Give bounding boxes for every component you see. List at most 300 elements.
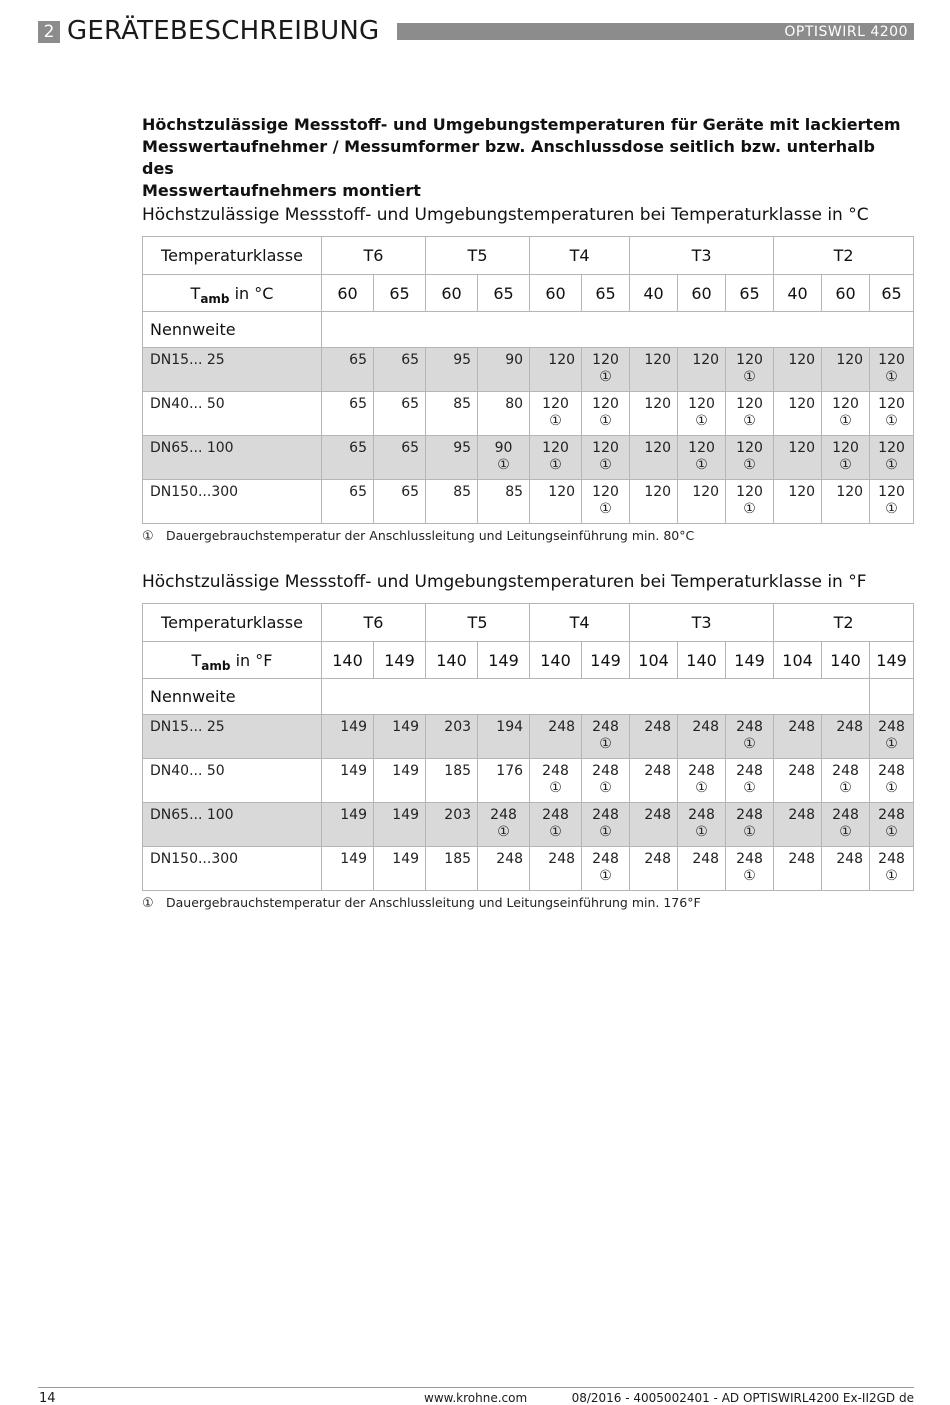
temperature-value-cell xyxy=(426,348,478,392)
class-header-label: Temperaturklasse xyxy=(143,237,322,275)
temperature-value: 248 xyxy=(736,763,763,779)
ambient-temp-cell: 65 xyxy=(870,275,914,312)
temperature-value: 248 xyxy=(644,719,672,735)
temperature-table-celsius xyxy=(142,236,914,524)
footnote-ref-mark: ① xyxy=(885,457,898,473)
temperature-value: 120 xyxy=(592,484,619,500)
footer-doc-id: 08/2016 - 4005002401 - AD OPTISWIRL4200 Ex-II2GD de xyxy=(571,1391,914,1405)
temperature-value: 65 xyxy=(349,352,367,368)
ambient-row xyxy=(143,275,914,312)
temperature-value: 120 xyxy=(736,396,763,412)
temperature-value: 248 xyxy=(548,851,576,867)
temperature-value-cell xyxy=(478,348,530,392)
temperature-value-cell xyxy=(822,803,870,847)
temperature-value-cell xyxy=(822,436,870,480)
footnote-ref-mark: ① xyxy=(599,501,612,517)
temperature-value-cell xyxy=(870,715,914,759)
temperature-value-cell xyxy=(530,847,582,891)
nominal-size-label: DN40... 50 xyxy=(143,392,322,436)
nominal-size-label: DN150...300 xyxy=(143,480,322,524)
footnote-ref-mark: ① xyxy=(695,413,708,429)
temperature-value: 248 xyxy=(836,719,864,735)
temperature-value-cell xyxy=(530,436,582,480)
footnote-ref-mark: ① xyxy=(695,824,708,840)
temperature-value: 248 xyxy=(644,763,672,779)
temperature-value: 120 xyxy=(788,440,816,456)
temperature-value-cell xyxy=(870,759,914,803)
ambient-temp-cell: 140 xyxy=(322,642,374,679)
ambient-temp-cell: 65 xyxy=(726,275,774,312)
ambient-temp-cell: 40 xyxy=(774,275,822,312)
footnote-celsius xyxy=(142,528,694,545)
ambient-temp-cell: 65 xyxy=(478,275,530,312)
temperature-value-cell xyxy=(870,392,914,436)
temperature-value: 248 xyxy=(490,807,517,823)
temperature-value: 65 xyxy=(349,396,367,412)
temperature-value: 65 xyxy=(401,396,420,412)
temperature-value: 120 xyxy=(542,440,569,456)
temperature-value: 248 xyxy=(788,851,816,867)
temperature-value-cell xyxy=(374,803,426,847)
tamb-unit: in °C xyxy=(229,283,274,303)
ambient-temp-cell: 140 xyxy=(426,642,478,679)
temperature-value: 65 xyxy=(349,440,367,456)
temperature-value: 149 xyxy=(340,807,367,823)
footnote-ref-mark: ① xyxy=(885,824,898,840)
temperature-value: 120 xyxy=(736,440,763,456)
temperature-value-cell xyxy=(426,759,478,803)
temperature-value: 85 xyxy=(505,484,524,500)
temperature-value-cell xyxy=(582,847,630,891)
temperature-value-cell xyxy=(374,480,426,524)
temperature-value: 120 xyxy=(736,484,763,500)
ambient-temp-cell: 104 xyxy=(774,642,822,679)
temperature-value-cell xyxy=(870,847,914,891)
footnote-ref-mark: ① xyxy=(599,369,612,385)
ambient-temp-cell: 60 xyxy=(822,275,870,312)
temperature-class-t2: T2 xyxy=(774,237,914,275)
table-row xyxy=(143,480,914,524)
temperature-value-cell xyxy=(822,480,870,524)
nennweite-label: Nennweite xyxy=(143,312,322,348)
temperature-value: 248 xyxy=(878,719,905,735)
temperature-value: 248 xyxy=(542,763,569,779)
temperature-value-cell xyxy=(678,436,726,480)
temperature-value: 248 xyxy=(788,719,816,735)
temperature-value-cell xyxy=(678,759,726,803)
temperature-value: 120 xyxy=(832,440,859,456)
footnote-text: Dauergebrauchstemperatur der Anschlussleitung und Leitungseinführung min. 176°F xyxy=(166,895,701,910)
footnote-ref-mark: ① xyxy=(839,457,852,473)
table-heading-fahrenheit: Höchstzulässige Messstoff- und Umgebungstemperaturen bei Temperaturklasse in °F xyxy=(142,572,867,592)
temperature-value: 248 xyxy=(788,807,816,823)
temperature-class-t3: T3 xyxy=(630,604,774,642)
table-row xyxy=(143,348,914,392)
temperature-class-t3: T3 xyxy=(630,237,774,275)
temperature-value: 85 xyxy=(453,484,472,500)
temperature-value-cell xyxy=(582,803,630,847)
ambient-temp-cell: 40 xyxy=(630,275,678,312)
intro-line: Messwertaufnehmers montiert xyxy=(142,181,421,200)
ambient-temp-cell: 140 xyxy=(530,642,582,679)
nominal-size-label: DN150...300 xyxy=(143,847,322,891)
footnote-ref-mark: ① xyxy=(599,868,612,884)
footnote-ref-mark: ① xyxy=(885,868,898,884)
temperature-value-cell xyxy=(630,847,678,891)
temperature-value-cell xyxy=(478,847,530,891)
temperature-value-cell xyxy=(630,803,678,847)
temperature-value: 90 xyxy=(505,352,524,368)
footnote-ref-mark: ① xyxy=(599,780,612,796)
temperature-value-cell xyxy=(774,803,822,847)
temperature-value: 149 xyxy=(392,719,420,735)
temperature-value: 120 xyxy=(688,396,715,412)
temperature-value: 120 xyxy=(542,396,569,412)
temperature-value: 149 xyxy=(340,851,367,867)
temperature-value: 65 xyxy=(349,484,367,500)
temperature-value: 248 xyxy=(592,851,619,867)
tamb-label xyxy=(143,275,322,312)
temperature-value-cell xyxy=(322,759,374,803)
page-number: 14 xyxy=(39,1391,56,1405)
temperature-value: 149 xyxy=(392,763,420,779)
temperature-class-t5: T5 xyxy=(426,604,530,642)
temperature-value-cell xyxy=(822,847,870,891)
temperature-value-cell xyxy=(582,480,630,524)
temperature-value: 248 xyxy=(548,719,576,735)
temperature-value: 65 xyxy=(401,484,420,500)
class-header-row xyxy=(143,237,914,275)
temperature-value-cell xyxy=(322,348,374,392)
nominal-size-label: DN15... 25 xyxy=(143,348,322,392)
temperature-value-cell xyxy=(774,392,822,436)
footnote-mark: ① xyxy=(142,896,154,911)
temperature-value: 248 xyxy=(688,807,715,823)
footnote-ref-mark: ① xyxy=(549,457,562,473)
footnote-ref-mark: ① xyxy=(885,369,898,385)
temperature-value-cell xyxy=(374,847,426,891)
temperature-value-cell xyxy=(774,715,822,759)
ambient-temp-cell: 149 xyxy=(726,642,774,679)
temperature-value: 248 xyxy=(496,851,524,867)
temperature-value-cell xyxy=(582,436,630,480)
ambient-temp-cell: 149 xyxy=(478,642,530,679)
footer-website: www.krohne.com xyxy=(424,1391,528,1405)
table-row xyxy=(143,847,914,891)
temperature-value: 120 xyxy=(788,352,816,368)
temperature-value: 120 xyxy=(592,396,619,412)
temperature-value-cell xyxy=(870,436,914,480)
ambient-temp-cell: 60 xyxy=(530,275,582,312)
footnote-ref-mark: ① xyxy=(885,736,898,752)
temperature-value: 120 xyxy=(592,440,619,456)
temperature-value-cell xyxy=(822,392,870,436)
footnote-ref-mark: ① xyxy=(885,501,898,517)
footnote-ref-mark: ① xyxy=(549,413,562,429)
temperature-class-t4: T4 xyxy=(530,237,630,275)
ambient-temp-cell: 65 xyxy=(582,275,630,312)
footnote-ref-mark: ① xyxy=(549,824,562,840)
temperature-value: 120 xyxy=(548,484,576,500)
nominal-size-label: DN40... 50 xyxy=(143,759,322,803)
temperature-value-cell xyxy=(426,480,478,524)
temperature-value: 176 xyxy=(496,763,524,779)
ambient-row xyxy=(143,642,914,679)
footnote-fahrenheit xyxy=(142,895,701,912)
temperature-value-cell xyxy=(478,392,530,436)
temperature-value-cell xyxy=(322,715,374,759)
temperature-value: 248 xyxy=(736,807,763,823)
temperature-value: 194 xyxy=(496,719,524,735)
table-row xyxy=(143,803,914,847)
footer-rule xyxy=(38,1387,914,1388)
temperature-value-cell xyxy=(678,847,726,891)
ambient-temp-cell: 140 xyxy=(678,642,726,679)
temperature-value: 120 xyxy=(878,396,905,412)
temperature-value-cell xyxy=(478,803,530,847)
table-row xyxy=(143,715,914,759)
temperature-value-cell xyxy=(774,480,822,524)
tamb-symbol: T xyxy=(191,650,202,670)
ambient-temp-cell: 60 xyxy=(426,275,478,312)
temperature-value: 248 xyxy=(878,763,905,779)
temperature-value: 248 xyxy=(832,807,859,823)
temperature-value: 149 xyxy=(340,719,367,735)
temperature-value: 248 xyxy=(788,763,816,779)
nominal-size-label: DN65... 100 xyxy=(143,803,322,847)
temperature-value: 248 xyxy=(836,851,864,867)
temperature-value: 248 xyxy=(688,763,715,779)
temperature-value-cell xyxy=(630,480,678,524)
table-row xyxy=(143,759,914,803)
temperature-value-cell xyxy=(530,803,582,847)
temperature-value-cell xyxy=(530,480,582,524)
footnote-ref-mark: ① xyxy=(599,824,612,840)
temperature-table-fahrenheit xyxy=(142,603,914,891)
temperature-value: 95 xyxy=(453,440,472,456)
footnote-ref-mark: ① xyxy=(743,780,756,796)
temperature-value-cell xyxy=(678,348,726,392)
temperature-value-cell xyxy=(322,480,374,524)
page-header xyxy=(38,18,914,44)
temperature-value-cell xyxy=(726,759,774,803)
ambient-temp-cell: 104 xyxy=(630,642,678,679)
temperature-value: 120 xyxy=(878,484,905,500)
temperature-value-cell xyxy=(822,348,870,392)
ambient-temp-cell: 149 xyxy=(374,642,426,679)
footnote-ref-mark: ① xyxy=(743,413,756,429)
temperature-value: 149 xyxy=(392,807,420,823)
temperature-value-cell xyxy=(322,436,374,480)
temperature-value-cell xyxy=(630,759,678,803)
temperature-value: 248 xyxy=(878,807,905,823)
empty-cell xyxy=(322,679,870,715)
temperature-value-cell xyxy=(678,392,726,436)
ambient-temp-cell: 149 xyxy=(870,642,914,679)
temperature-value-cell xyxy=(374,759,426,803)
temperature-value-cell xyxy=(478,759,530,803)
temperature-value-cell xyxy=(630,436,678,480)
temperature-value-cell xyxy=(726,715,774,759)
temperature-value: 120 xyxy=(692,484,720,500)
temperature-value-cell xyxy=(582,392,630,436)
temperature-value: 248 xyxy=(592,719,619,735)
temperature-value: 248 xyxy=(644,851,672,867)
temperature-value-cell xyxy=(530,759,582,803)
footnote-ref-mark: ① xyxy=(695,780,708,796)
temperature-value: 248 xyxy=(832,763,859,779)
footnote-ref-mark: ① xyxy=(839,824,852,840)
footnote-ref-mark: ① xyxy=(743,824,756,840)
tamb-subscript: amb xyxy=(201,658,231,673)
chapter-title: GERÄTEBESCHREIBUNG xyxy=(67,16,380,46)
temperature-value: 248 xyxy=(692,719,720,735)
temperature-value-cell xyxy=(630,715,678,759)
ambient-temp-cell: 149 xyxy=(582,642,630,679)
tamb-symbol: T xyxy=(190,283,201,303)
class-header-label: Temperaturklasse xyxy=(143,604,322,642)
footnote-ref-mark: ① xyxy=(839,413,852,429)
temperature-value: 120 xyxy=(878,352,905,368)
temperature-value: 248 xyxy=(542,807,569,823)
temperature-value-cell xyxy=(478,715,530,759)
chapter-number: 2 xyxy=(38,21,60,43)
footnote-ref-mark: ① xyxy=(599,736,612,752)
tamb-subscript: amb xyxy=(200,291,230,306)
temperature-value-cell xyxy=(822,715,870,759)
temperature-value-cell xyxy=(322,803,374,847)
temperature-value-cell xyxy=(726,392,774,436)
temperature-value: 95 xyxy=(453,352,472,368)
temperature-value-cell xyxy=(582,759,630,803)
table-row xyxy=(143,436,914,480)
temperature-value: 90 xyxy=(494,440,513,456)
temperature-value-cell xyxy=(870,480,914,524)
intro-line: Messwertaufnehmer / Messumformer bzw. Anschlussdose seitlich bzw. unterhalb des xyxy=(142,137,875,178)
temperature-value-cell xyxy=(374,436,426,480)
temperature-value-cell xyxy=(774,436,822,480)
temperature-value-cell xyxy=(582,715,630,759)
temperature-value: 120 xyxy=(692,352,720,368)
temperature-value: 248 xyxy=(692,851,720,867)
temperature-value-cell xyxy=(374,392,426,436)
temperature-value: 120 xyxy=(644,352,672,368)
temperature-value: 149 xyxy=(392,851,420,867)
temperature-value: 120 xyxy=(788,484,816,500)
temperature-value: 120 xyxy=(832,396,859,412)
temperature-value: 149 xyxy=(340,763,367,779)
temperature-value: 120 xyxy=(836,352,864,368)
temperature-value-cell xyxy=(530,715,582,759)
ambient-temp-cell: 65 xyxy=(374,275,426,312)
footnote-ref-mark: ① xyxy=(549,780,562,796)
temperature-value-cell xyxy=(374,348,426,392)
temperature-value-cell xyxy=(822,759,870,803)
nominal-size-label: DN15... 25 xyxy=(143,715,322,759)
nennweite-row xyxy=(143,312,914,348)
table-row xyxy=(143,392,914,436)
table-heading-celsius: Höchstzulässige Messstoff- und Umgebungstemperaturen bei Temperaturklasse in °C xyxy=(142,205,869,225)
temperature-value: 120 xyxy=(644,484,672,500)
temperature-value-cell xyxy=(322,847,374,891)
temperature-value-cell xyxy=(726,803,774,847)
ambient-temp-cell: 60 xyxy=(322,275,374,312)
temperature-value: 85 xyxy=(453,396,472,412)
nennweite-label: Nennweite xyxy=(143,679,322,715)
temperature-value: 120 xyxy=(592,352,619,368)
intro-paragraph xyxy=(142,114,902,202)
footnote-ref-mark: ① xyxy=(599,457,612,473)
footnote-ref-mark: ① xyxy=(497,824,510,840)
temperature-value-cell xyxy=(726,436,774,480)
temperature-value-cell xyxy=(870,348,914,392)
temperature-value: 65 xyxy=(401,440,420,456)
temperature-class-t6: T6 xyxy=(322,604,426,642)
footnote-ref-mark: ① xyxy=(885,413,898,429)
footnote-ref-mark: ① xyxy=(695,457,708,473)
temperature-value-cell xyxy=(582,348,630,392)
temperature-value: 185 xyxy=(444,763,472,779)
temperature-value-cell xyxy=(726,348,774,392)
temperature-value-cell xyxy=(426,847,478,891)
temperature-value-cell xyxy=(426,392,478,436)
temperature-value: 248 xyxy=(878,851,905,867)
temperature-class-t2: T2 xyxy=(774,604,914,642)
tamb-label xyxy=(143,642,322,679)
product-name: OPTISWIRL 4200 xyxy=(784,24,908,40)
nennweite-row xyxy=(143,679,914,715)
ambient-temp-cell: 60 xyxy=(678,275,726,312)
temperature-class-t5: T5 xyxy=(426,237,530,275)
temperature-class-t4: T4 xyxy=(530,604,630,642)
nominal-size-label: DN65... 100 xyxy=(143,436,322,480)
temperature-value: 248 xyxy=(736,719,763,735)
footnote-ref-mark: ① xyxy=(743,736,756,752)
temperature-value: 248 xyxy=(592,807,619,823)
temperature-value-cell xyxy=(478,480,530,524)
footnote-ref-mark: ① xyxy=(743,457,756,473)
temperature-value: 185 xyxy=(444,851,472,867)
footnote-ref-mark: ① xyxy=(743,868,756,884)
temperature-value-cell xyxy=(726,847,774,891)
temperature-value: 80 xyxy=(505,396,524,412)
temperature-value: 65 xyxy=(401,352,420,368)
tamb-unit: in °F xyxy=(230,650,273,670)
footnote-ref-mark: ① xyxy=(497,457,510,473)
temperature-value-cell xyxy=(774,759,822,803)
temperature-value: 120 xyxy=(878,440,905,456)
header-bar xyxy=(397,23,914,40)
temperature-value: 120 xyxy=(644,440,672,456)
footnote-text: Dauergebrauchstemperatur der Anschlussleitung und Leitungseinführung min. 80°C xyxy=(166,528,695,543)
footnote-ref-mark: ① xyxy=(885,780,898,796)
temperature-value-cell xyxy=(478,436,530,480)
empty-cell xyxy=(870,679,914,715)
temperature-value-cell xyxy=(322,392,374,436)
footnote-ref-mark: ① xyxy=(743,501,756,517)
temperature-value-cell xyxy=(530,392,582,436)
temperature-value-cell xyxy=(426,715,478,759)
temperature-value-cell xyxy=(678,715,726,759)
temperature-value-cell xyxy=(426,436,478,480)
temperature-value: 120 xyxy=(548,352,576,368)
temperature-value: 120 xyxy=(688,440,715,456)
temperature-value-cell xyxy=(678,803,726,847)
temperature-class-t6: T6 xyxy=(322,237,426,275)
temperature-value-cell xyxy=(774,348,822,392)
temperature-value-cell xyxy=(678,480,726,524)
temperature-value: 120 xyxy=(644,396,672,412)
